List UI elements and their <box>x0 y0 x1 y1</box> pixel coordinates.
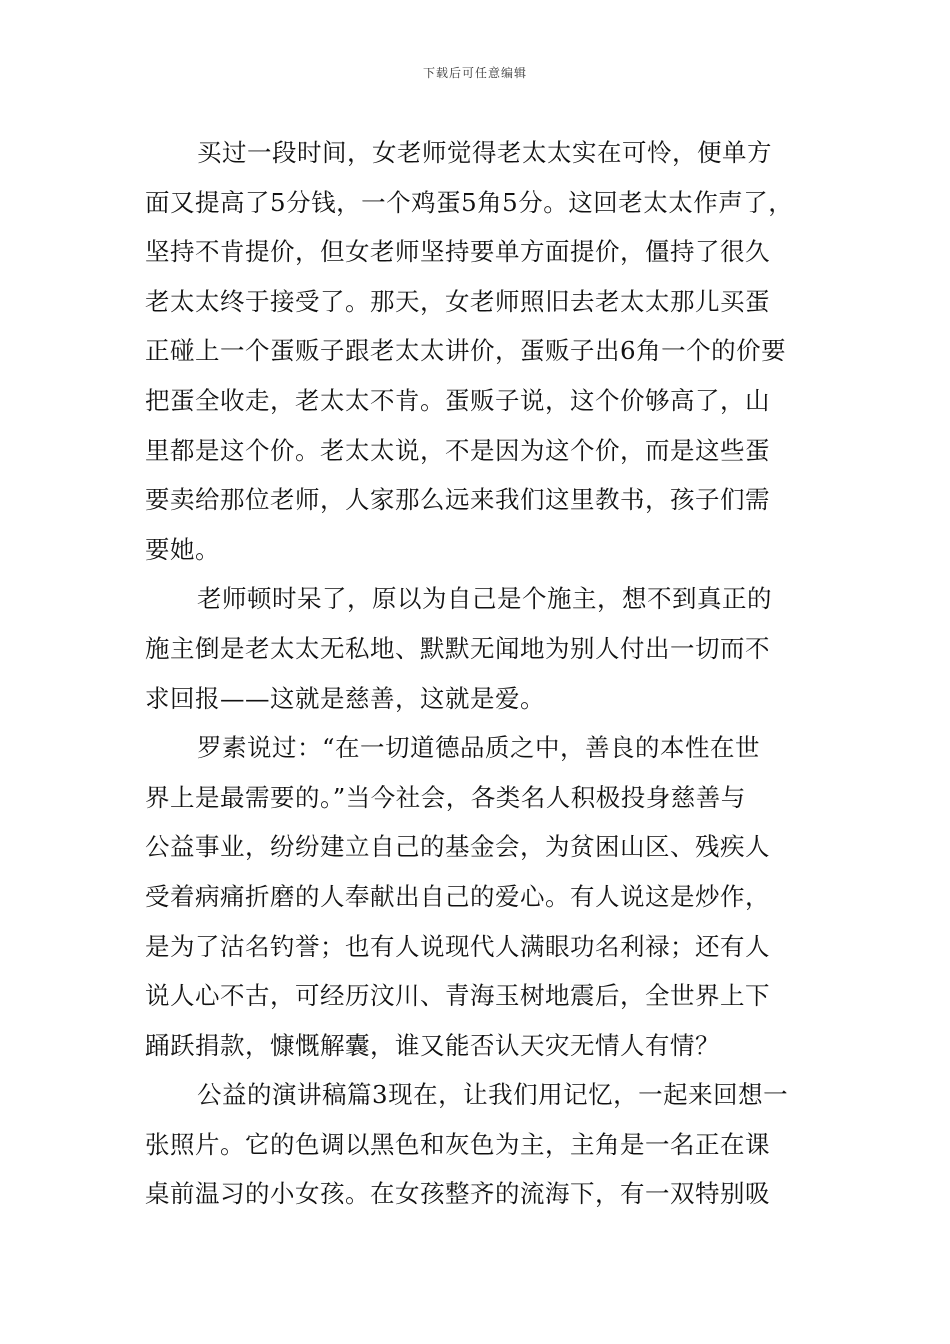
paragraph-line: 踊跃捐款，慷慨解囊，谁又能否认天灾无情人有情？ <box>145 1030 720 1060</box>
paragraph-line: 老太太终于接受了。那天，女老师照旧去老太太那儿买蛋 <box>145 286 770 316</box>
paragraph-line: 罗素说过：“在一切道德品质之中，善良的本性在世 <box>197 733 761 763</box>
paragraph-line: 张照片。它的色调以黑色和灰色为主，主角是一名正在课 <box>145 1129 770 1159</box>
paragraph-line: 把蛋全收走，老太太不肯。蛋贩子说，这个价够高了，山 <box>145 385 770 415</box>
body-text <box>145 128 815 1219</box>
paragraph-line: 里都是这个价。老太太说，不是因为这个价，而是这些蛋 <box>145 435 770 465</box>
paragraph-line: 老师顿时呆了，原以为自己是个施主，想不到真正的 <box>197 584 772 614</box>
paragraph-line: 桌前温习的小女孩。在女孩整齐的流海下，有一双特别吸 <box>145 1179 770 1209</box>
paragraph-line: 买过一段时间，女老师觉得老太太实在可怜，便单方 <box>197 138 772 167</box>
paragraph-line: 公益事业，纷纷建立自己的基金会，为贫困山区、残疾人 <box>145 832 770 862</box>
paragraph-line: 要卖给那位老师，人家那么远来我们这里教书，孩子们需 <box>145 485 770 515</box>
paragraph-line: 面又提高了5分钱，一个鸡蛋5角5分。这回老太太作声了， <box>145 187 794 217</box>
paragraph-line: 施主倒是老太太无私地、默默无闻地为别人付出一切而不 <box>145 633 770 663</box>
paragraph-line: 受着病痛折磨的人奉献出自己的爱心。有人说这是炒作， <box>145 881 770 911</box>
paragraph-line: 坚持不肯提价，但女老师坚持要单方面提价，僵持了很久 <box>145 237 770 267</box>
paragraph-line: 正碰上一个蛋贩子跟老太太讲价，蛋贩子出6角一个的价要 <box>145 336 787 366</box>
paragraph-line: 界上是最需要的。”当今社会，各类名人积极投身慈善与 <box>145 782 746 812</box>
paragraph-line: 要她。 <box>145 534 220 564</box>
paragraph-line: 求回报——这就是慈善，这就是爱。 <box>145 683 545 713</box>
paragraph-line: 说人心不古，可经历汶川、青海玉树地震后，全世界上下 <box>145 981 770 1011</box>
header-note: 下载后可任意编辑 <box>422 66 527 80</box>
paragraph-line: 是为了沽名钓誉；也有人说现代人满眼功名利禄；还有人 <box>145 931 770 961</box>
paragraph-line: 公益的演讲稿篇3现在，让我们用记忆，一起来回想一 <box>197 1080 789 1110</box>
